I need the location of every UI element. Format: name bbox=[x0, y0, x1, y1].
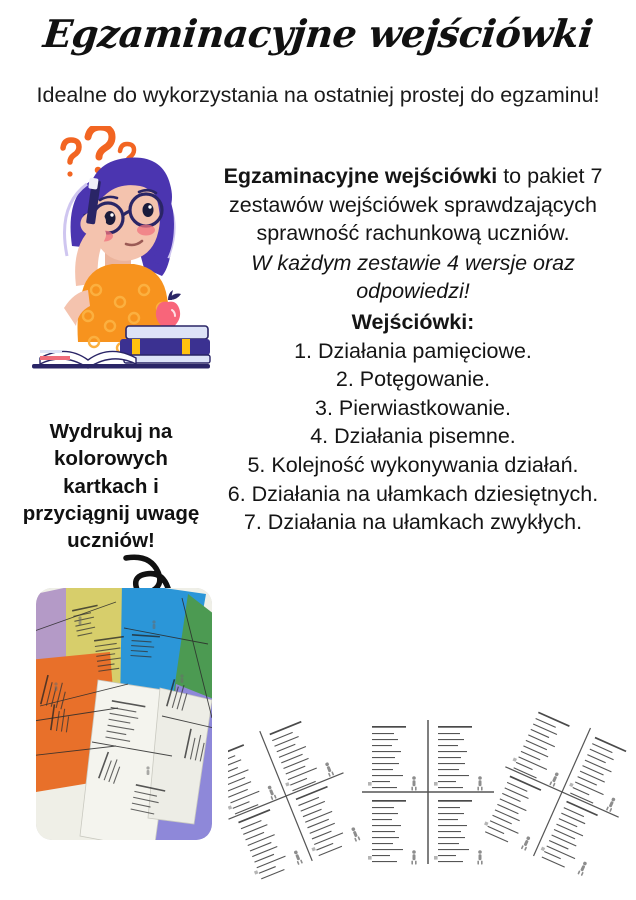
list-item: 2. Potęgowanie. bbox=[335, 367, 491, 392]
description-lead-bold: Egzaminacyjne wejściówki bbox=[223, 164, 498, 188]
worksheet-topics-list bbox=[196, 337, 630, 537]
list-heading: Wejściówki: bbox=[351, 309, 475, 334]
student-thinking-illustration bbox=[22, 126, 222, 371]
promo-callout-text: Wydrukuj na kolorowych kartkach i przyciągnij uwagę uczniów! bbox=[22, 420, 200, 552]
cheek-right bbox=[137, 225, 155, 236]
list-item: 6. Działania na ułamkach dziesiętnych. bbox=[227, 481, 599, 506]
eye-right bbox=[143, 203, 154, 217]
description-emphasis: W każdym zestawie 4 wersje oraz odpowiedzi! bbox=[251, 250, 575, 304]
description-lead-rest: to pakiet 7 zestawów wejściówek sprawdzających sprawność rachunkową uczniów. bbox=[228, 164, 603, 246]
description-block bbox=[196, 162, 630, 537]
list-item: 7. Działania na ułamkach zwykłych. bbox=[243, 510, 583, 535]
page-title: Egzaminacyjne wejściówki bbox=[41, 11, 595, 56]
list-item: 4. Działania pisemne. bbox=[310, 424, 516, 449]
desk-line bbox=[32, 364, 210, 369]
question-mark-icon-small-left bbox=[63, 140, 79, 162]
worksheet-preview-sheets bbox=[228, 700, 636, 900]
question-mark-icon-large-center bbox=[88, 127, 112, 157]
list-item: 1. Działania pamięciowe. bbox=[294, 338, 532, 363]
printed-worksheets-photo bbox=[36, 588, 212, 840]
list-item: 3. Pierwiastkowanie. bbox=[315, 395, 511, 420]
page-subtitle: Idealne do wykorzystania na ostatniej prostej do egzaminu! bbox=[36, 83, 600, 107]
list-item: 5. Kolejność wykonywania działań. bbox=[247, 452, 579, 477]
eye-left bbox=[105, 211, 116, 225]
question-mark-dot-left bbox=[67, 171, 72, 176]
